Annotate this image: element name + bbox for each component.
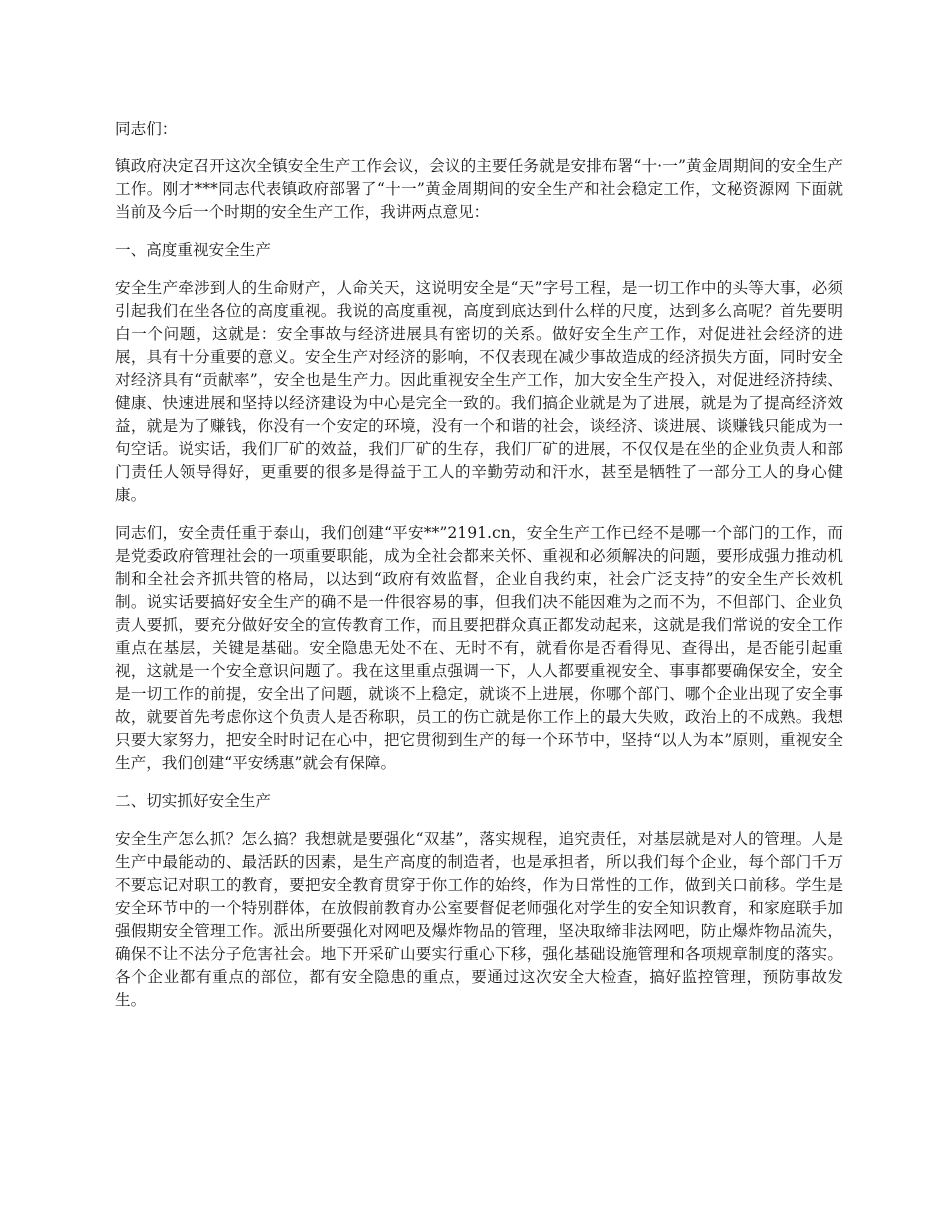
intro-paragraph: 镇政府决定召开这次全镇安全生产工作会议，会议的主要任务就是安排布署“十·一”黄金周期间的安全生产工作。刚才***同志代表镇政府部署了“十一”黄金周期间的安全生产和社会稳定工作，文秘资源网 下面就当前及今后一个时期的安全生产工作，我讲两点意见： [115,157,843,221]
section1-paragraph-1: 安全生产牵涉到人的生命财产，人命关天，这说明安全是“天”字号工程，是一切工作中的头等大事，必须引起我们在坐各位的高度重视。我说的高度重视，高度到底达到什么样的尺度，达到多么高呢？首先要明白一个问题，这就是：安全事故与经济进展具有密切的关系。做好安全生产工作，对促进社会经济的进展，具有十分重要的意义。安全生产对经济的影响，不仅表现在减少事故造成的经济损失方面，同时安全对经济具有“贡献率”，安全也是生产力。因此重视安全生产工作，加大安全生产投入，对促进经济持续、健康、快速进展和坚持以经济建设为中心是完全一致的。我们搞企业就是为了进展，就是为了提高经济效益，就是为了赚钱，你没有一个安定的环境，没有一个和谐的社会，谈经济、谈进展、谈赚钱只能成为一句空话。说实话，我们厂矿的效益，我们厂矿的生存，我们厂矿的进展，不仅仅是在坐的企业负责人和部门责任人领导得好，更重要的很多是得益于工人的辛勤劳动和汗水，甚至是牺牲了一部分工人的身心健康。 [115,279,843,504]
section1-paragraph-2: 同志们，安全责任重于泰山，我们创建“平安**”2191.cn，安全生产工作已经不是哪一个部门的工作，而是党委政府管理社会的一项重要职能，成为全社会都来关怀、重视和必须解决的问题，要形成强力推动机制和全社会齐抓共管的格局，以达到“政府有效监督，企业自我约束，社会广泛支持”的安全生产长效机制。说实话要搞好安全生产的确不是一件很容易的事，但我们决不能因难为之而不为，不但部门、企业负责人要抓，要充分做好安全的宣传教育工作，而且要把群众真正都发动起来，这就是我们常说的安全工作重点在基层，关键是基础。安全隐患无处不在、无时不有，就看你是否看得见、查得出，是否能引起重视，这就是一个安全意识问题了。我在这里重点强调一下，人人都要重视安全、事事都要确保安全，安全是一切工作的前提，安全出了问题，就谈不上稳定，就谈不上进展，你哪个部门、哪个企业出现了安全事故，就要首先考虑你这个负责人是否称职，员工的伤亡就是你工作上的最大失败，政治上的不成熟。我想只要大家努力，把安全时时记在心中，把它贯彻到生产的每一个环节中，坚持“以人为本”原则，重视安全生产，我们创建“平安绣惠”就会有保障。 [115,524,843,772]
section-heading-2: 二、切实抓好安全生产 [115,792,271,810]
section-heading-1: 一、高度重视安全生产 [115,241,271,259]
salutation: 同志们： [115,120,178,138]
section2-paragraph-1: 安全生产怎么抓？怎么搞？我想就是要强化“双基”，落实规程，追究责任，对基层就是对人的管理。人是生产中最能动的、最活跃的因素，是生产高度的制造者，也是承担者，所以我们每个企业，每个部门千万不要忘记对职工的教育，要把安全教育贯穿于你工作的始终，作为日常性的工作，做到关口前移。学生是安全环节中的一个特别群体，在放假前教育办公室要督促老师强化对学生的安全知识教育，和家庭联手加强假期安全管理工作。派出所要强化对网吧及爆炸物品的管理，坚决取缔非法网吧，防止爆炸物品流失，确保不让不法分子危害社会。地下开采矿山要实行重心下移，强化基础设施管理和各项规章制度的落实。各个企业都有重点的部位，都有安全隐患的重点，要通过这次安全大检查，搞好监控管理，预防事故发生。 [115,830,843,1009]
document-body [115,118,843,1027]
